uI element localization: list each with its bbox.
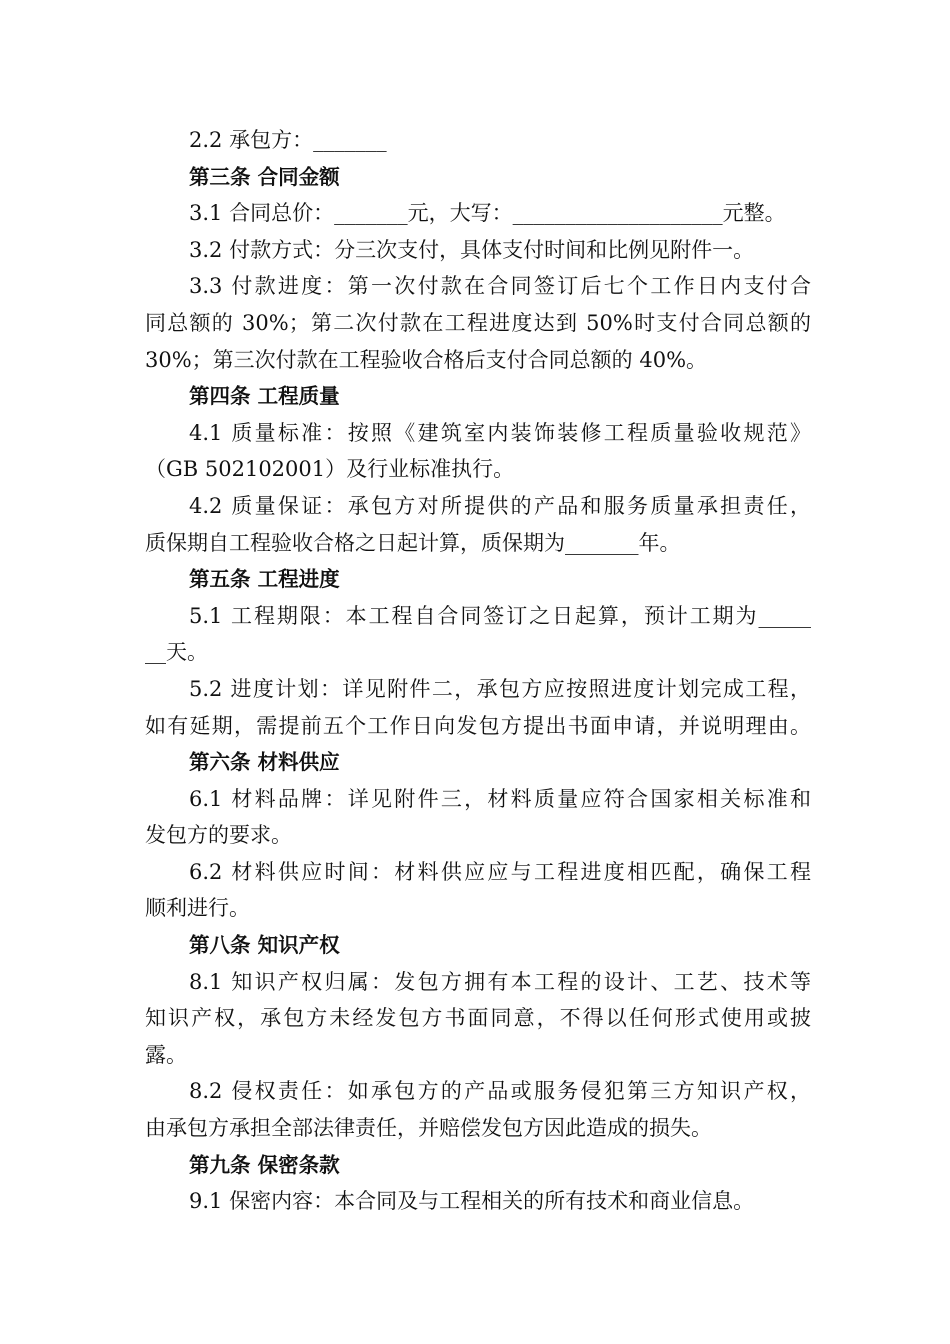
clause-3-2: 3.2 付款方式：分三次支付，具体支付时间和比例见附件一。 — [189, 237, 755, 262]
clause-8-1-line-1: 8.1 知识产权归属：发包方拥有本工程的设计、工艺、技术等 — [189, 969, 811, 994]
clause-2-2: 2.2 承包方：_______ — [189, 128, 387, 152]
article-4-heading: 第四条 工程质量 — [189, 384, 340, 409]
clause-5-2-line-2: 如有延期，需提前五个工作日向发包方提出书面申请，并说明理由。 — [145, 713, 811, 738]
clause-8-1-line-2: 知识产权，承包方未经发包方书面同意，不得以任何形式使用或披 — [145, 1006, 811, 1031]
clause-3-1: 3.1 合同总价：_______元，大写：____________________元整。 — [189, 201, 786, 226]
clause-9-1: 9.1 保密内容：本合同及与工程相关的所有技术和商业信息。 — [189, 1189, 755, 1214]
clause-5-1-line-2: __天。 — [145, 640, 208, 665]
article-5-heading: 第五条 工程进度 — [189, 567, 340, 592]
article-8-heading: 第八条 知识产权 — [189, 933, 340, 958]
clause-5-2-line-1: 5.2 进度计划：详见附件二，承包方应按照进度计划完成工程， — [189, 676, 811, 701]
clause-8-2-line-1: 8.2 侵权责任：如承包方的产品或服务侵犯第三方知识产权， — [189, 1079, 811, 1104]
clause-8-1-line-3: 露。 — [145, 1042, 187, 1067]
article-3-heading: 第三条 合同金额 — [189, 164, 340, 189]
clause-6-1-line-2: 发包方的要求。 — [145, 823, 292, 848]
article-6-heading: 第六条 材料供应 — [189, 750, 340, 775]
clause-6-1-line-1: 6.1 材料品牌：详见附件三，材料质量应符合国家相关标准和 — [189, 786, 811, 811]
contract-body — [145, 122, 811, 1220]
clause-5-1-line-1: 5.1 工程期限：本工程自合同签订之日起算，预计工期为_____ — [189, 603, 811, 628]
clause-8-2-line-2: 由承包方承担全部法律责任，并赔偿发包方因此造成的损失。 — [145, 1116, 712, 1141]
clause-4-1-line-1: 4.1 质量标准：按照《建筑室内装饰装修工程质量验收规范》 — [189, 420, 811, 445]
clause-4-2-line-1: 4.2 质量保证：承包方对所提供的产品和服务质量承担责任， — [189, 493, 811, 518]
clause-3-3-line-3: 30%；第三次付款在工程验收合格后支付合同总额的 40%。 — [145, 347, 708, 372]
clause-3-3-line-2: 同总额的 30%；第二次付款在工程进度达到 50%时支付合同总额的 — [145, 310, 811, 335]
clause-6-2-line-1: 6.2 材料供应时间：材料供应应与工程进度相匹配，确保工程 — [189, 859, 811, 884]
article-9-heading: 第九条 保密条款 — [189, 1152, 340, 1177]
clause-4-1-line-2: （GB 502102001）及行业标准执行。 — [145, 457, 515, 482]
clause-6-2-line-2: 顺利进行。 — [145, 896, 250, 921]
clause-4-2-line-2: 质保期自工程验收合格之日起计算，质保期为_______年。 — [145, 530, 681, 555]
clause-3-3-line-1: 3.3 付款进度：第一次付款在合同签订后七个工作日内支付合 — [189, 274, 811, 299]
